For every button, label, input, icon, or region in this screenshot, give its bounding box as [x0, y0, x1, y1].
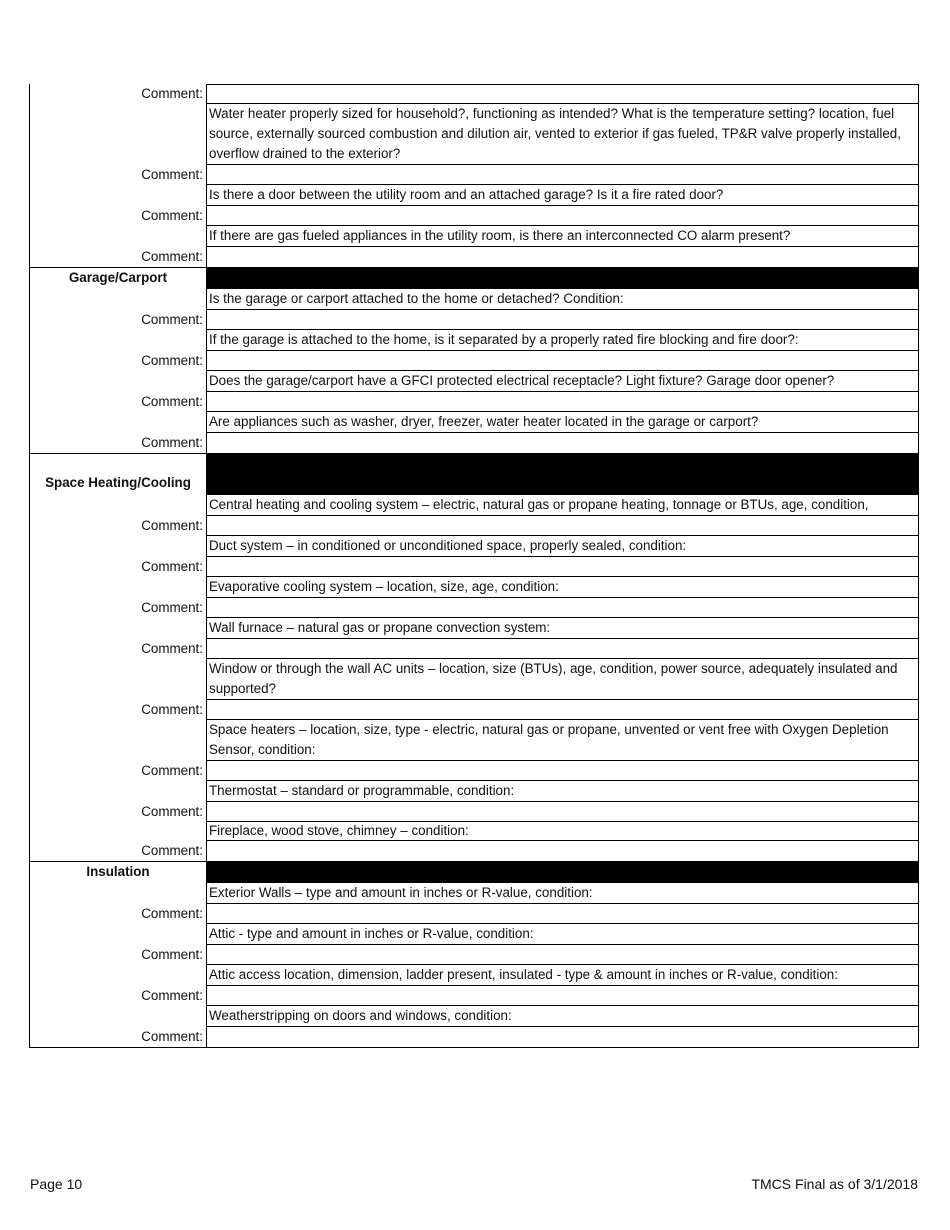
comment-field[interactable] — [206, 986, 918, 1006]
comment-label: Comment: — [141, 641, 203, 656]
inspection-form-table — [29, 84, 919, 1048]
question-thermostat: Thermostat – standard or programmable, condition: — [206, 781, 918, 802]
comment-field[interactable] — [206, 351, 918, 371]
comment-label: Comment: — [141, 947, 203, 962]
question-evaporative-cooling: Evaporative cooling system – location, size, age, condition: — [206, 577, 918, 598]
section-title: Insulation — [86, 864, 150, 879]
comment-row — [30, 639, 918, 659]
question-row — [30, 226, 918, 247]
question-row — [30, 288, 918, 310]
comment-label: Comment: — [141, 249, 203, 264]
question-row — [30, 965, 918, 986]
comment-label: Comment: — [141, 600, 203, 615]
comment-label: Comment: — [141, 394, 203, 409]
section-bar — [206, 862, 918, 882]
comment-field[interactable] — [206, 433, 918, 453]
question-row — [30, 104, 918, 165]
comment-label: Comment: — [141, 518, 203, 533]
question-row — [30, 330, 918, 351]
comment-field[interactable] — [206, 761, 918, 781]
question-central-hvac: Central heating and cooling system – electric, natural gas or propane heating, tonnage or BTUs, age, condition, — [206, 494, 918, 516]
comment-row — [30, 84, 918, 104]
question-weatherstripping: Weatherstripping on doors and windows, condition: — [206, 1006, 918, 1027]
comment-field[interactable] — [206, 841, 918, 861]
comment-row — [30, 598, 918, 618]
comment-field[interactable] — [206, 516, 918, 536]
comment-field[interactable] — [206, 802, 918, 822]
comment-row — [30, 841, 918, 861]
comment-label: Comment: — [141, 843, 203, 858]
question-space-heaters: Space heaters – location, size, type - electric, natural gas or propane, unvented or vent free with Oxygen Depletion Sensor, condition: — [206, 720, 918, 761]
question-fireplace: Fireplace, wood stove, chimney – condition: — [206, 822, 918, 841]
question-wall-furnace: Wall furnace – natural gas or propane convection system: — [206, 618, 918, 639]
comment-row — [30, 206, 918, 226]
comment-label: Comment: — [141, 353, 203, 368]
comment-field[interactable] — [206, 1027, 918, 1047]
comment-label: Comment: — [141, 1029, 203, 1044]
comment-row — [30, 516, 918, 536]
comment-field[interactable] — [206, 206, 918, 226]
comment-row — [30, 557, 918, 577]
question-row — [30, 659, 918, 700]
document-version: TMCS Final as of 3/1/2018 — [751, 1176, 918, 1192]
comment-field[interactable] — [206, 700, 918, 720]
question-window-ac: Window or through the wall AC units – location, size (BTUs), age, condition, power source, adequately insulated and supported? — [206, 659, 918, 700]
comment-label: Comment: — [141, 763, 203, 778]
question-row — [30, 924, 918, 945]
comment-field[interactable] — [206, 598, 918, 618]
comment-row — [30, 761, 918, 781]
question-utility-door: Is there a door between the utility room and an attached garage? Is it a fire rated door? — [206, 185, 918, 206]
comment-field[interactable] — [206, 639, 918, 659]
comment-row — [30, 802, 918, 822]
question-garage-appliances: Are appliances such as washer, dryer, freezer, water heater located in the garage or carport? — [206, 412, 918, 433]
comment-field[interactable] — [206, 945, 918, 965]
section-bar — [206, 268, 918, 288]
question-row — [30, 371, 918, 392]
comment-field[interactable] — [206, 310, 918, 330]
comment-label: Comment: — [141, 906, 203, 921]
comment-label: Comment: — [141, 804, 203, 819]
comment-field[interactable] — [206, 392, 918, 412]
comment-row — [30, 165, 918, 185]
section-bar — [206, 454, 918, 494]
question-attic-access: Attic access location, dimension, ladder present, insulated - type & amount in inches or R-value, condition: — [206, 965, 918, 986]
question-row — [30, 781, 918, 802]
section-header-garage — [30, 267, 918, 288]
comment-row — [30, 351, 918, 371]
question-garage-attached: Is the garage or carport attached to the home or detached? Condition: — [206, 288, 918, 310]
comment-label: Comment: — [141, 86, 203, 101]
comment-row — [30, 392, 918, 412]
question-exterior-walls: Exterior Walls – type and amount in inches or R-value, condition: — [206, 882, 918, 904]
question-row — [30, 412, 918, 433]
comment-row — [30, 247, 918, 267]
question-row — [30, 1006, 918, 1027]
question-row — [30, 494, 918, 516]
question-row — [30, 882, 918, 904]
question-fire-blocking: If the garage is attached to the home, is it separated by a properly rated fire blocking and fire door?: — [206, 330, 918, 351]
question-row — [30, 536, 918, 557]
comment-label: Comment: — [141, 435, 203, 450]
comment-row — [30, 433, 918, 453]
section-header-insulation — [30, 861, 918, 882]
question-row — [30, 185, 918, 206]
comment-field[interactable] — [206, 904, 918, 924]
question-attic-insulation: Attic - type and amount in inches or R-value, condition: — [206, 924, 918, 945]
comment-field[interactable] — [206, 247, 918, 267]
question-row — [30, 822, 918, 841]
question-water-heater: Water heater properly sized for household?, functioning as intended? What is the temperature setting? location, fuel source, externally sourced combustion and dilution air, vented to exterior if gas fueled, TP&R valve properly installed, overflow drained to the exterior? — [206, 104, 918, 165]
question-row — [30, 577, 918, 598]
comment-field[interactable] — [206, 557, 918, 577]
comment-label: Comment: — [141, 167, 203, 182]
comment-label: Comment: — [141, 208, 203, 223]
comment-label: Comment: — [141, 988, 203, 1003]
question-gfci: Does the garage/carport have a GFCI protected electrical receptacle? Light fixture? Garage door opener? — [206, 371, 918, 392]
page-number: Page 10 — [30, 1176, 83, 1192]
comment-row — [30, 700, 918, 720]
comment-row — [30, 904, 918, 924]
comment-field[interactable] — [206, 165, 918, 185]
comment-label: Comment: — [141, 312, 203, 327]
comment-row — [30, 986, 918, 1006]
section-header-heating-cooling — [30, 453, 918, 494]
question-duct-system: Duct system – in conditioned or unconditioned space, properly sealed, condition: — [206, 536, 918, 557]
section-title: Garage/Carport — [68, 270, 168, 285]
comment-row — [30, 310, 918, 330]
comment-row — [30, 1027, 918, 1047]
comment-label: Comment: — [141, 702, 203, 717]
comment-label: Comment: — [141, 559, 203, 574]
question-row — [30, 720, 918, 761]
question-co-alarm: If there are gas fueled appliances in the utility room, is there an interconnected CO alarm present? — [206, 226, 918, 247]
question-row — [30, 618, 918, 639]
section-title: Space Heating/Cooling — [45, 475, 191, 490]
comment-field[interactable] — [206, 84, 918, 104]
comment-row — [30, 945, 918, 965]
